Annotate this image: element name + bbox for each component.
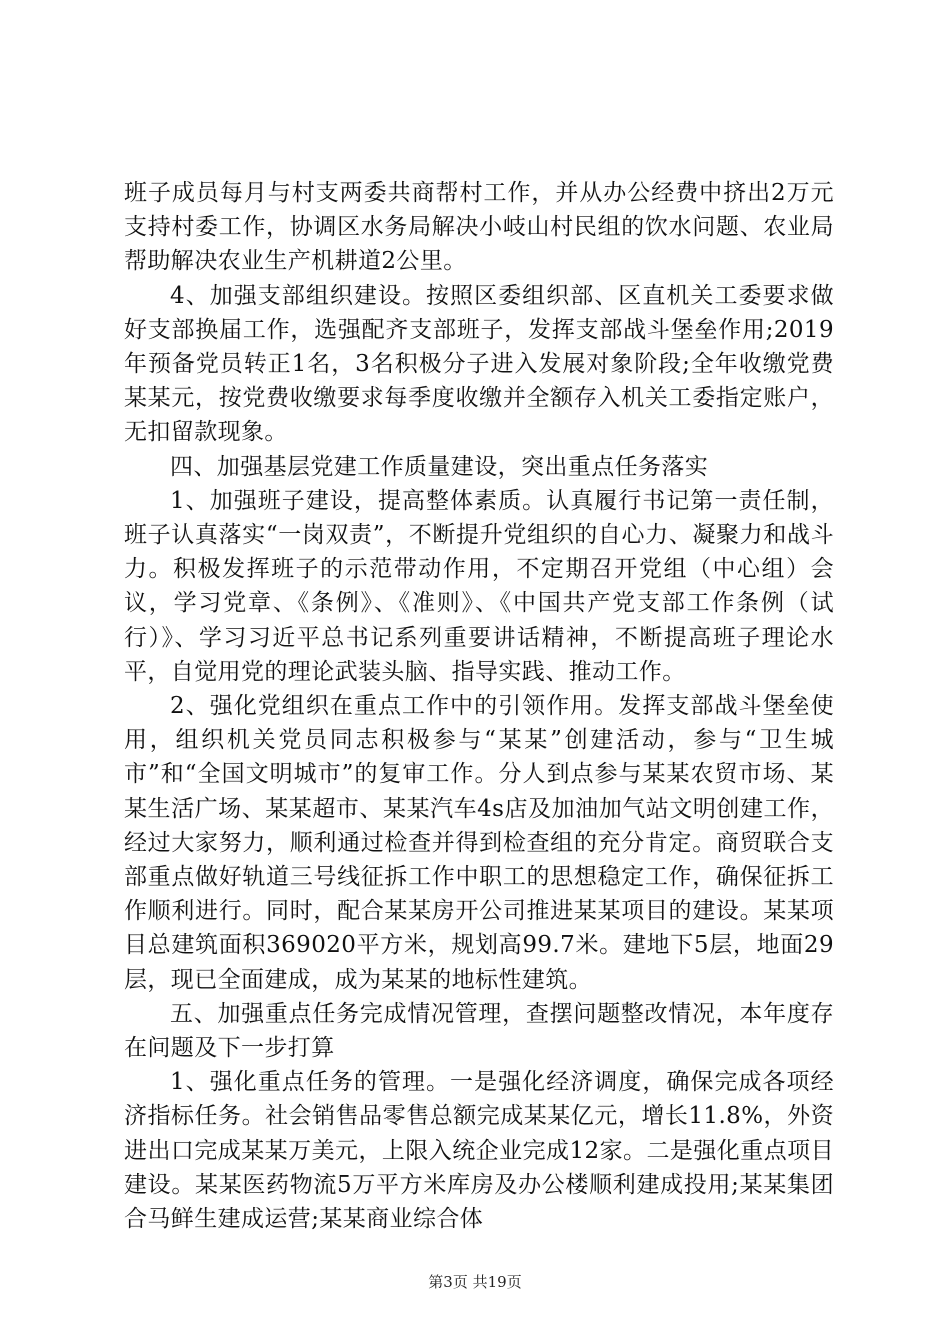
section-heading-five: 五、加强重点任务完成情况管理，查摆问题整改情况，本年度存在问题及下一步打算 bbox=[124, 1000, 834, 1062]
page-number-footer: 第3页 共19页 bbox=[428, 1273, 522, 1291]
section-heading-four: 四、加强基层党建工作质量建设，突出重点任务落实 bbox=[170, 453, 709, 480]
paragraph-branch-organization: 4、加强支部组织建设。按照区委组织部、区直机关工委要求做好支部换届工作，选强配齐支部班子，发挥支部战斗堡垒作用;2019年预备党员转正1名，3名积极分子进入发展对象阶段;全年收缴党费某某元，按党费收缴要求每季度收缴并全额存入机关工委指定账户，无扣留款现象。 bbox=[124, 282, 834, 446]
paragraph-party-leadership: 2、强化党组织在重点工作中的引领作用。发挥支部战斗堡垒使用，组织机关党员同志积极参与“某某”创建活动，参与“卫生城市”和“全国文明城市”的复审工作。分人到点参与某某农贸市场、某某生活广场、某某超市、某某汽车4s店及加油加气站文明创建工作，经过大家努力，顺利通过检查并得到检查组的充分肯定。商贸联合支部重点做好轨道三号线征拆工作中职工的思想稳定工作，确保征拆工作顺利进行。同时，配合某某房开公司推进某某项目的建设。某某项目总建筑面积369020平方米，规划高99.7米。建地下5层，地面29层，现已全面建成，成为某某的地标性建筑。 bbox=[124, 693, 834, 993]
document-body bbox=[124, 176, 834, 1236]
paragraph-team-building: 1、加强班子建设，提高整体素质。认真履行书记第一责任制，班子认真落实“一岗双责”，不断提升党组织的自心力、凝聚力和战斗力。积极发挥班子的示范带动作用，不定期召开党组（中心组）会议，学习党章、《条例》、《准则》、《中国共产党支部工作条例（试行）》、学习习近平总书记系列重要讲话精神，不断提高班子理论水平，自觉用党的理论武装头脑、指导实践、推动工作。 bbox=[124, 487, 834, 685]
paragraph-continuation: 班子成员每月与村支两委共商帮村工作，并从办公经费中挤出2万元支持村委工作，协调区水务局解决小岐山村民组的饮水问题、农业局帮助解决农业生产机耕道2公里。 bbox=[124, 180, 834, 275]
paragraph-key-tasks: 1、强化重点任务的管理。一是强化经济调度，确保完成各项经济指标任务。社会销售品零售总额完成某某亿元，增长11.8%，外资进出口完成某某万美元，上限入统企业完成12家。二是强化重点项目建设。某某医药物流5万平方米库房及办公楼顺利建成投用;某某集团合马鲜生建成运营;某某商业综合体 bbox=[124, 1069, 834, 1233]
